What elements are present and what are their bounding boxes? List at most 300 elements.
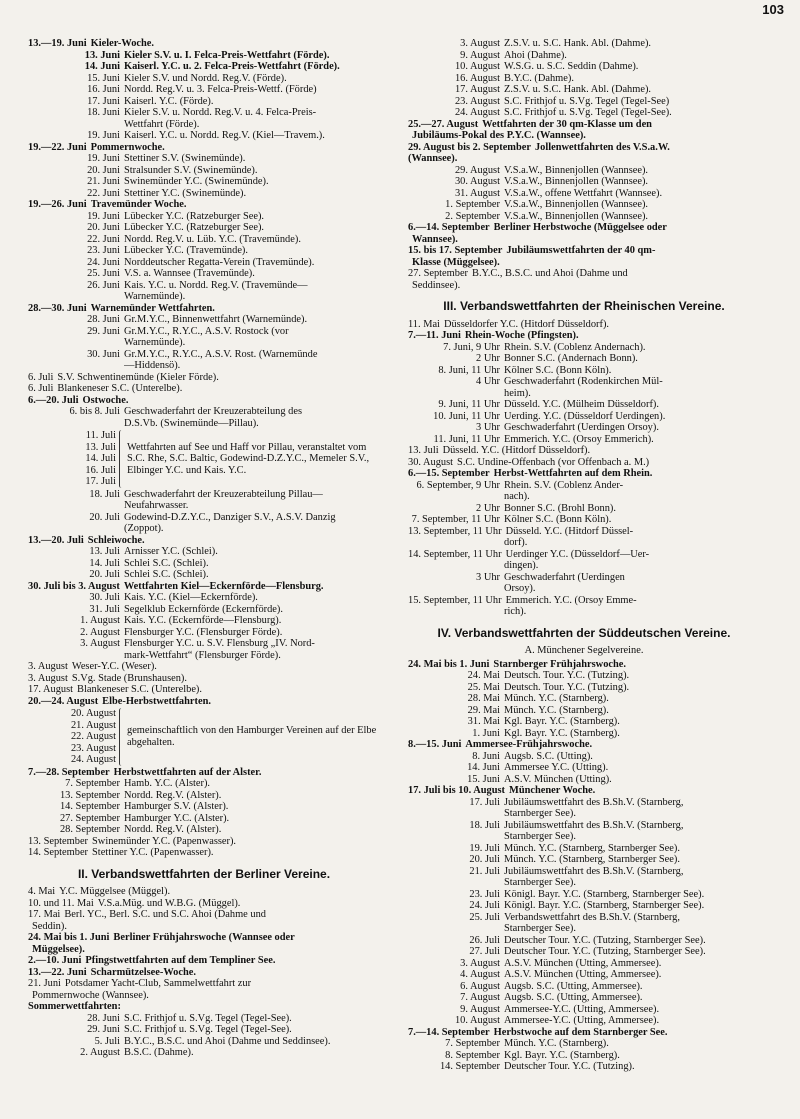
entry-line xyxy=(408,411,760,423)
entry-line xyxy=(28,176,380,188)
entry-text: Kaiserl. Y.C. u. Nordd. Reg.V. (Kiel—Travem.). xyxy=(124,130,325,141)
entry-date: 20. Juni xyxy=(87,164,120,176)
entry-line xyxy=(28,222,380,234)
entry-line xyxy=(28,153,380,165)
entry-line xyxy=(408,330,760,342)
entry-date: 6. bis 8. Juli xyxy=(69,406,120,417)
entry-line xyxy=(28,234,380,246)
entry-date: 3 Uhr xyxy=(476,422,500,433)
entry-line xyxy=(408,866,760,878)
entry-text: Kais. Y.C. (Kiel—Eckernförde). xyxy=(124,592,258,603)
entry-text: Rhein. S.V. (Coblenz Ander- xyxy=(504,479,624,491)
entry-text: Flensburger Y.C. u. S.V. Flensburg „IV. Nord- xyxy=(124,638,315,649)
entry-text: Swinemünder Y.C. (Swinemünde). xyxy=(124,176,269,187)
entry-text: Blankeneser S.C. (Unterelbe). xyxy=(57,383,183,394)
entry-line xyxy=(408,808,760,820)
entry-line xyxy=(28,360,380,372)
entry-date: 6. September, 9 Uhr xyxy=(416,479,500,491)
entry-text: Ammersee-Y.C. (Utting, Ammersee). xyxy=(504,1015,660,1026)
entry-line xyxy=(408,526,760,538)
entry-text: Jubiläums-Pokal des P.Y.C. (Wannsee). xyxy=(412,130,586,141)
entry-text: Blankeneser S.C. (Unterelbe). xyxy=(77,684,202,695)
entry-date: 3 Uhr xyxy=(476,571,500,583)
entry-line xyxy=(408,38,760,50)
entry-text: Jubiläumswettfahrt des B.Sh.V. (Starnberg, xyxy=(504,819,684,831)
entry-text: Kaiserl. Y.C. (Förde). xyxy=(124,95,214,107)
entry-line xyxy=(28,188,380,200)
entry-date: 23. Juni xyxy=(87,245,120,256)
entry-line xyxy=(408,188,760,200)
entry-text: S.C. Frithjof u. S.Vg. Tegel (Tegel-See). xyxy=(504,107,672,118)
entry-date: 24. Mai xyxy=(467,670,500,681)
entry-date: 10. und 11. Mai xyxy=(28,897,94,909)
entry-date: 25. Juli xyxy=(469,911,500,923)
entry-text: Elbe-Herbstwettfahrten. xyxy=(102,695,211,707)
entry-line xyxy=(408,751,760,763)
entry-date: 28. Juni xyxy=(87,1012,120,1024)
entry-line xyxy=(408,280,760,292)
entry-line xyxy=(28,661,380,673)
entry-date: 20. Juli xyxy=(89,569,120,580)
entry-line xyxy=(408,537,760,549)
entry-text: Münch. Y.C. (Starnberg). xyxy=(504,693,609,704)
entry-date: 19. Juni xyxy=(87,130,120,141)
entry-text: Starnberger See). xyxy=(504,831,576,842)
entry-text: Hamb. Y.C. (Alster). xyxy=(124,778,211,789)
entry-line xyxy=(28,142,380,154)
entry-date: 14. Juni xyxy=(467,762,500,773)
entry-line xyxy=(408,268,760,280)
entry-text: V.S. a. Wannsee (Travemünde). xyxy=(124,268,255,279)
entry-date: 19.—22. Juni xyxy=(28,141,87,153)
entry-date xyxy=(28,337,120,349)
entry-line xyxy=(28,673,380,685)
entry-date: 9. Juni, 11 Uhr xyxy=(438,399,500,410)
entry-line xyxy=(408,785,760,797)
entry-date: 18. Juli xyxy=(469,819,500,831)
entry-line xyxy=(408,480,760,492)
entry-text: Stettiner S.V. (Swinemünde). xyxy=(124,153,246,164)
entry-line xyxy=(28,372,380,384)
entry-line xyxy=(408,935,760,947)
entry-text: Düsseld. Y.C. (Mülheim Düsseldorf). xyxy=(504,399,659,410)
entry-text: Y.C. Müggelsee (Müggel). xyxy=(59,886,171,897)
entry-line xyxy=(408,211,760,223)
entry-line xyxy=(28,61,380,73)
entry-date: 30. Juli xyxy=(89,592,120,603)
entry-line xyxy=(28,349,380,361)
entry-text: Kgl. Bayr. Y.C. (Starnberg). xyxy=(504,1049,620,1061)
entry-line xyxy=(408,142,760,154)
entry-line xyxy=(408,606,760,618)
entry-date xyxy=(408,388,500,400)
entry-line xyxy=(28,314,380,326)
entry-text: Ammersee-Y.C. (Utting, Ammersee). xyxy=(504,1003,660,1015)
entry-text: Jubiläumswettfahrten der 40 qm- xyxy=(506,245,656,256)
entry-date: 28.—30. Juni xyxy=(28,302,87,314)
group-date: 17. Juli xyxy=(85,476,116,487)
elbe-group xyxy=(28,708,380,766)
entry-text: Starnberger See). xyxy=(504,808,576,819)
entry-line xyxy=(28,38,380,50)
entry-text: S.C. Frithjof u. S.Vg. Tegel (Tegel-See). xyxy=(124,1012,292,1024)
entry-text: Jubiläumswettfahrt des B.Sh.V. (Starnberg, xyxy=(504,865,684,877)
entry-date: 4. August xyxy=(460,969,500,980)
entry-line xyxy=(408,670,760,682)
entry-date: 25. Juni xyxy=(87,268,120,279)
entry-text: Ahoi (Dahme). xyxy=(504,49,567,61)
entry-date: 7.—28. September xyxy=(28,766,110,778)
entry-date: 18. Juli xyxy=(89,488,120,500)
entry-line xyxy=(28,627,380,639)
entry-line xyxy=(28,73,380,85)
entry-date: 17. August xyxy=(28,684,74,695)
entry-text: Bonner S.C. (Brohl Bonn). xyxy=(504,502,616,514)
entry-text: A.S.V. München (Utting, Ammersee). xyxy=(504,969,662,980)
entry-text: Herbstwoche auf dem Starnberger See. xyxy=(493,1026,668,1038)
entry-text: Lübecker Y.C. (Travemünde). xyxy=(124,245,248,256)
entry-line xyxy=(28,199,380,211)
entry-date: 11. Mai xyxy=(408,318,440,330)
group-date: 23. August xyxy=(70,742,116,754)
entry-date: 25. Mai xyxy=(467,681,500,693)
entry-line xyxy=(408,1004,760,1016)
entry-text: Geschwaderfahrt (Uerdingen Orsoy). xyxy=(504,422,659,433)
entry-line xyxy=(408,992,760,1004)
entry-text: Potsdamer Yacht-Club, Sammelwettfahrt zur xyxy=(64,978,252,989)
entry-line xyxy=(408,560,760,572)
entry-line xyxy=(28,406,380,418)
entry-date: 13. Juli xyxy=(89,546,120,557)
entry-text: Kölner S.C. (Bonn Köln). xyxy=(504,364,612,376)
entry-date: 21. Juli xyxy=(469,865,500,877)
entry-date: 19. Juni xyxy=(87,153,120,164)
entry-line xyxy=(28,303,380,315)
entry-date: 24. Juli xyxy=(469,900,500,911)
entry-line xyxy=(28,523,380,535)
entry-line xyxy=(408,353,760,365)
entry-text: Augsb. S.C. (Utting). xyxy=(504,750,593,762)
entry-line xyxy=(28,886,380,898)
entry-date: 26. Juni xyxy=(87,279,120,291)
entry-text: Emmerich. Y.C. (Orsoy Emme- xyxy=(505,594,637,606)
entry-date: 18. Juni xyxy=(87,107,120,118)
entry-text: Ammersee-Frühjahrswoche. xyxy=(465,739,593,750)
entry-date: 4. Mai xyxy=(28,886,56,897)
entry-line xyxy=(408,388,760,400)
entry-date xyxy=(408,583,500,595)
entry-text: Nordd. Reg.V. (Alster). xyxy=(124,789,222,801)
entry-date: 2 Uhr xyxy=(476,502,500,514)
entry-date: 15. Juni xyxy=(467,773,500,785)
entry-text: Kgl. Bayr. Y.C. (Starnberg). xyxy=(504,727,620,739)
entry-date: 6. August xyxy=(460,980,500,992)
entry-text: Königl. Bayr. Y.C. (Starnberg, Starnberger See). xyxy=(504,888,705,900)
entry-date: 7. September xyxy=(65,778,120,789)
entry-text: Düsseld. Y.C. (Hitdorf Düssel- xyxy=(505,525,634,537)
entry-line xyxy=(408,877,760,889)
entry-text: Rhein. S.V. (Coblenz Andernach). xyxy=(504,341,646,353)
entry-line xyxy=(28,824,380,836)
entry-line xyxy=(28,130,380,142)
entry-date: 30. Juni xyxy=(87,348,120,360)
entry-text: Schlei S.C. (Schlei). xyxy=(124,569,209,580)
entry-date: 14. Juni xyxy=(84,61,120,72)
entry-line xyxy=(408,572,760,584)
entry-line xyxy=(28,978,380,990)
entry-line xyxy=(408,659,760,671)
entry-text: Gr.M.Y.C., R.Y.C., A.S.V. Rost. (Warnemünde xyxy=(124,348,318,360)
entry-line xyxy=(28,581,380,593)
entry-date: 3. August xyxy=(460,957,500,969)
group-date: 24. August xyxy=(70,754,116,765)
entry-line xyxy=(408,107,760,119)
entry-text: Geschwaderfahrt (Uerdingen xyxy=(504,571,625,583)
entry-text: Schlei S.C. (Schlei). xyxy=(124,557,209,569)
entry-date xyxy=(408,923,500,935)
entry-date: 2. August xyxy=(80,1047,120,1058)
entry-date: 17. Juli bis 10. August xyxy=(408,785,506,796)
entry-line xyxy=(408,1061,760,1073)
entry-line xyxy=(408,1050,760,1062)
entry-date: 14. September xyxy=(59,801,120,812)
entry-text: Düsseld. Y.C. (Hitdorf Düsseldorf). xyxy=(442,445,591,456)
brace xyxy=(119,708,124,766)
entry-line xyxy=(28,211,380,223)
entry-text: Norddeutscher Regatta-Verein (Travemünde). xyxy=(124,256,315,268)
entry-line xyxy=(28,813,380,825)
entry-text: Verbandswettfahrt des B.Sh.V. (Starnberg, xyxy=(504,911,680,923)
entry-date: 20. Juni xyxy=(87,222,120,233)
entry-line xyxy=(28,778,380,790)
entry-line xyxy=(408,234,760,246)
entry-line xyxy=(408,583,760,595)
entry-text: Emmerich. Y.C. (Orsoy Emmerich). xyxy=(504,433,654,445)
entry-line xyxy=(28,245,380,257)
entry-date: 21. Juni xyxy=(28,978,61,989)
entry-text: S.C. Undine-Offenbach (vor Offenbach a. M.) xyxy=(457,456,650,468)
entry-date xyxy=(408,831,500,843)
entry-text: Neufahrwasser. xyxy=(124,500,189,511)
entry-text: D.S.Vb. (Swinemünde—Pillau). xyxy=(124,417,259,429)
entry-date: 3. August xyxy=(80,638,120,649)
entry-date: 13. Juni xyxy=(84,49,120,61)
entry-text: V.S.a.W., Binnenjollen (Wannsee). xyxy=(504,199,649,210)
entry-text: Kölner S.C. (Bonn Köln). xyxy=(504,514,612,525)
entry-date: 30. August xyxy=(408,456,454,468)
group-date: 11. Juli xyxy=(85,430,116,441)
entry-date: 14. September xyxy=(439,1061,500,1072)
entry-text: Travemünder Woche. xyxy=(90,199,187,210)
entry-text: Jollenwettfahrten des V.S.a.W. xyxy=(534,141,670,153)
entry-text xyxy=(461,153,760,165)
entry-text: Berliner Frühjahrswoche (Wannsee oder xyxy=(113,932,295,943)
entry-text: —Hiddensö). xyxy=(124,360,181,371)
entry-date: 13.—19. Juni xyxy=(28,38,87,49)
entry-line xyxy=(28,898,380,910)
entry-line xyxy=(28,1036,380,1048)
entry-line xyxy=(28,535,380,547)
entry-date: 6.—15. September xyxy=(408,468,490,479)
entry-date: 27. September xyxy=(59,812,120,824)
entry-line xyxy=(28,337,380,349)
entry-text: Münch. Y.C. (Starnberg). xyxy=(504,1038,609,1049)
entry-text: Kieler S.V. u. Nordd. Reg.V. u. 4. Felca-Preis- xyxy=(124,107,317,118)
entry-text: Herbst-Wettfahrten auf dem Rhein. xyxy=(493,468,653,479)
entry-date: 31. August xyxy=(454,187,500,199)
entry-line xyxy=(28,696,380,708)
entry-date: 13.—22. Juni xyxy=(28,966,87,978)
entry-line xyxy=(408,1027,760,1039)
entry-line xyxy=(408,716,760,728)
entry-text: Münchener Woche. xyxy=(509,785,596,796)
entry-date: 23. August xyxy=(454,95,500,107)
entry-date: 23. Juli xyxy=(469,888,500,900)
entry-date: 29. August bis 2. September xyxy=(408,141,531,153)
entry-text xyxy=(125,1001,380,1013)
entry-line xyxy=(408,503,760,515)
entry-date xyxy=(408,537,500,549)
entry-date: 9. August xyxy=(460,49,500,61)
entry-date xyxy=(28,119,120,131)
entry-line xyxy=(408,595,760,607)
entry-date: 7. Juni, 9 Uhr xyxy=(443,341,500,353)
entry-date: 31. Juli xyxy=(89,603,120,615)
entry-text: Deutsch. Tour. Y.C. (Tutzing). xyxy=(504,670,630,681)
entry-line xyxy=(28,489,380,501)
entry-line xyxy=(408,199,760,211)
entry-text: V.S.a.W., Binnenjollen (Wannsee). xyxy=(504,176,649,187)
entry-line xyxy=(28,604,380,616)
entry-line xyxy=(408,514,760,526)
entry-date: 6.—14. September xyxy=(408,222,490,233)
entry-text: Pommernwoche. xyxy=(90,141,165,153)
entry-date: 14. September xyxy=(28,847,89,858)
entry-text: Deutsch. Tour. Y.C. (Tutzing). xyxy=(504,681,630,693)
entry-line xyxy=(408,820,760,832)
entry-date: 9. August xyxy=(460,1003,500,1015)
entry-text: Berl. YC., Berl. S.C. und S.C. Ahoi (Dahme und xyxy=(64,909,266,920)
entry-text: Deutscher Tour. Y.C. (Tutzing). xyxy=(504,1061,635,1072)
entry-line xyxy=(28,268,380,280)
entry-line xyxy=(408,257,760,269)
entry-date: 24. Mai bis 1. Juni xyxy=(408,658,490,670)
entry-text: Pommernwoche (Wannsee). xyxy=(32,989,149,1001)
entry-line xyxy=(28,967,380,979)
entry-date: 19.—26. Juni xyxy=(28,199,87,210)
entry-line xyxy=(408,912,760,924)
entry-line xyxy=(408,854,760,866)
entry-line xyxy=(28,1013,380,1025)
entry-text: Kais. Y.C. (Eckernförde—Flensburg). xyxy=(124,615,282,626)
entry-date: 27. Juli xyxy=(469,946,500,957)
entry-line xyxy=(28,592,380,604)
entry-text: Klasse (Müggelsee). xyxy=(412,256,500,268)
group-date: 21. August xyxy=(70,719,116,731)
entry-line xyxy=(408,222,760,234)
entry-date: 6. Juli xyxy=(28,371,54,383)
entry-text: Hamburger S.V. (Alster). xyxy=(124,801,229,812)
entry-date xyxy=(28,523,120,535)
entry-date: 15. September, 11 Uhr xyxy=(408,594,502,606)
entry-text: Lübecker Y.C. (Ratzeburger See). xyxy=(124,222,265,233)
entry-date: 13.—20. Juli xyxy=(28,534,84,546)
entry-line xyxy=(408,84,760,96)
entry-text: Uerding. Y.C. (Düsseldorf Uerdingen). xyxy=(504,410,666,422)
entry-line xyxy=(408,831,760,843)
entry-text: Gr.M.Y.C., Binnenwettfahrt (Warnemünde). xyxy=(124,314,308,325)
entry-text: Seddin). xyxy=(32,920,67,932)
entry-date: 10. August xyxy=(454,61,500,72)
entry-line xyxy=(408,1015,760,1027)
entry-line xyxy=(28,119,380,131)
entry-text: Deutscher Tour. Y.C. (Tutzing, Starnberger See). xyxy=(504,934,706,946)
entry-line xyxy=(408,50,760,62)
entry-date: 14. September, 11 Uhr xyxy=(408,548,502,560)
entry-date: 1. August xyxy=(80,615,120,626)
entry-line xyxy=(28,921,380,933)
entry-text: Münch. Y.C. (Starnberg). xyxy=(504,704,609,716)
entry-text: Geschwaderfahrt der Kreuzerabteilung des xyxy=(124,406,302,417)
entry-line xyxy=(408,365,760,377)
entry-text: Kais. Y.C. u. Nordd. Reg.V. (Travemünde— xyxy=(124,279,308,291)
right-column xyxy=(408,38,760,1073)
group-date: 16. Juli xyxy=(85,464,116,476)
entry-line xyxy=(408,1038,760,1050)
entry-line xyxy=(28,836,380,848)
entry-date: 28. Juni xyxy=(87,314,120,325)
entry-line xyxy=(28,638,380,650)
entry-text: Jubiläumswettfahrt des B.Sh.V. (Starnberg, xyxy=(504,796,684,808)
entry-text: (Zoppot). xyxy=(124,523,164,534)
entry-text: Starnberger See). xyxy=(504,923,576,934)
entry-date: 22. Juni xyxy=(87,187,120,199)
entry-text: Kaiserl. Y.C. u. 2. Felca-Preis-Wettfahrt (Förde). xyxy=(124,61,340,72)
entry-line xyxy=(408,889,760,901)
entry-date: 24. Mai bis 1. Juni xyxy=(28,932,110,943)
entry-text: B.S.C. (Dahme). xyxy=(124,1047,194,1058)
entry-date xyxy=(28,650,120,662)
entry-text: Warnemünde). xyxy=(124,291,186,302)
entry-line xyxy=(408,376,760,388)
entry-date xyxy=(408,877,500,889)
entry-line xyxy=(408,797,760,809)
entry-text: Swinemünder Y.C. (Papenwasser). xyxy=(92,835,237,847)
entry-text: heim). xyxy=(504,387,531,399)
entry-text: Wettfahrten der 30 qm-Klasse um den xyxy=(482,118,652,130)
entry-date xyxy=(408,808,500,820)
entry-date: 17. Mai xyxy=(28,909,61,920)
entry-date: 26. Juli xyxy=(469,934,500,946)
entry-text: Kieler-Woche. xyxy=(90,38,154,49)
entry-date: 17. Juni xyxy=(87,95,120,107)
entry-date: 13. September xyxy=(28,835,89,847)
entry-line xyxy=(408,923,760,935)
entry-text: Wettfahrten Kiel—Eckernförde—Flensburg. xyxy=(123,580,324,592)
entry-text: Münch. Y.C. (Starnberg, Starnberger See). xyxy=(504,842,680,854)
entry-line xyxy=(408,682,760,694)
subsection-heading-muenchen: A. Münchener Segelvereine. xyxy=(524,645,644,656)
entry-text: Z.S.V. u. S.C. Hank. Abl. (Dahme). xyxy=(504,84,652,95)
entry-text: Nordd. Reg.V. u. 3. Felca-Preis-Wettf. (Förde) xyxy=(124,84,317,95)
entry-date: 19. Juni xyxy=(87,210,120,222)
entry-date: 27. September xyxy=(408,268,469,279)
entry-date: 7. August xyxy=(460,992,500,1003)
entry-line xyxy=(28,909,380,921)
entry-text: Segelklub Eckernförde (Eckernförde). xyxy=(124,603,283,615)
entry-text: Wettfahrt (Förde). xyxy=(124,118,200,130)
entry-text: Müggelsee). xyxy=(32,943,85,955)
